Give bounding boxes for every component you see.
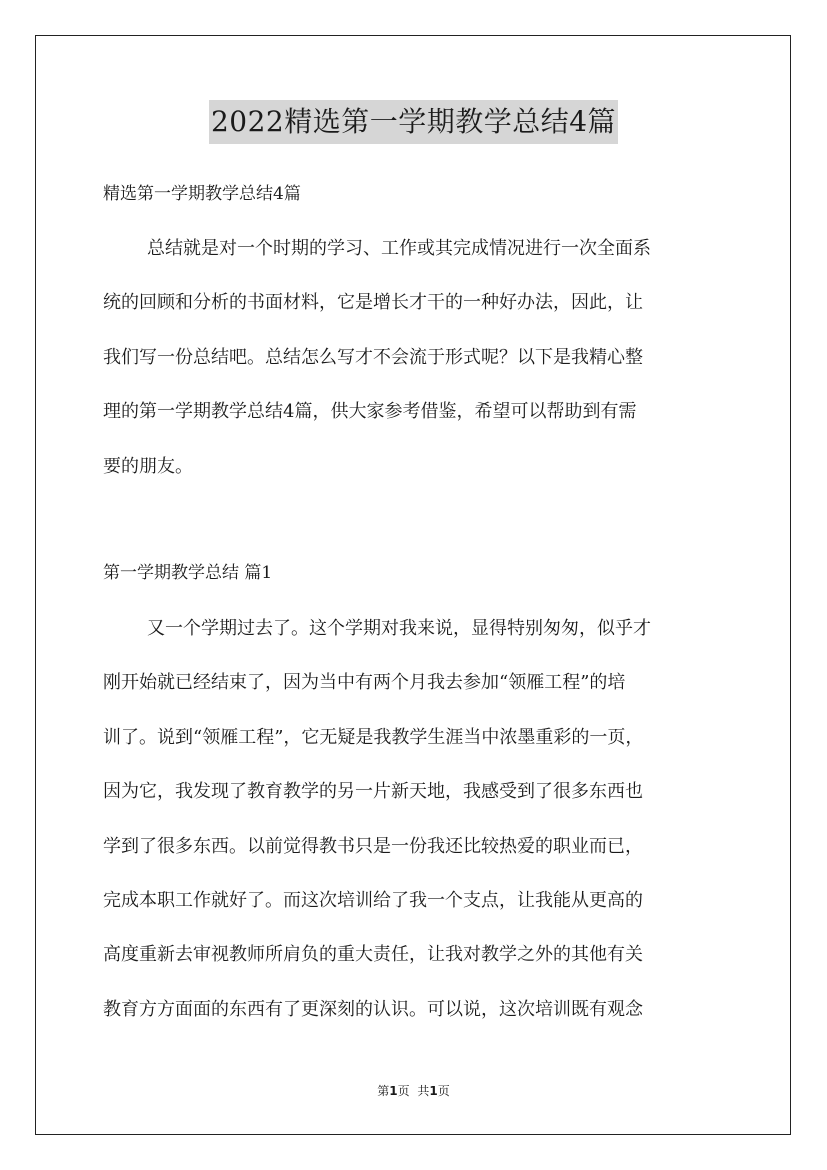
paragraph-line: 我们写一份总结吧。总结怎么写才不会流于形式呢？以下是我精心整 xyxy=(103,346,643,368)
paragraph-line: 完成本职工作就好了。而这次培训给了我一个支点，让我能从更高的 xyxy=(103,890,643,912)
paragraph-line: 教育方方面面的东西有了更深刻的认识。可以说，这次培训既有观念 xyxy=(103,998,643,1020)
document-subtitle: 精选第一学期教学总结4篇 xyxy=(103,184,301,204)
paragraph-line: 刚开始就已经结束了，因为当中有两个月我去参加“领雁工程”的培 xyxy=(103,672,626,694)
total-pages: 1 xyxy=(429,1084,438,1098)
page-footer xyxy=(0,1081,827,1101)
paragraph-line: 理的第一学期教学总结4篇，供大家参考借鉴，希望可以帮助到有需 xyxy=(103,401,637,423)
page-suffix: 页 xyxy=(397,1084,410,1098)
title-container xyxy=(0,100,827,144)
paragraph-line: 又一个学期过去了。这个学期对我来说，显得特别匆匆，似乎才 xyxy=(147,618,651,639)
section-paragraph xyxy=(103,602,728,1037)
paragraph-line: 因为它，我发现了教育教学的另一片新天地，我感受到了很多东西也 xyxy=(103,781,643,803)
section-heading: 第一学期教学总结 篇1 xyxy=(103,563,273,583)
paragraph-line: 统的回顾和分析的书面材料，它是增长才干的一种好办法，因此，让 xyxy=(103,292,643,314)
page-prefix: 第 xyxy=(377,1084,390,1098)
paragraph-line: 总结就是对一个时期的学习、工作或其完成情况进行一次全面系 xyxy=(147,238,651,259)
total-prefix: 共 xyxy=(417,1084,430,1098)
intro-paragraph xyxy=(103,222,728,494)
page-number: 1 xyxy=(389,1084,398,1098)
total-suffix: 页 xyxy=(437,1084,450,1098)
paragraph-line: 高度重新去审视教师所肩负的重大责任，让我对教学之外的其他有关 xyxy=(103,944,643,966)
paragraph-line: 学到了很多东西。以前觉得教书只是一份我还比较热爱的职业而已， xyxy=(103,835,643,857)
paragraph-line: 训了。说到“领雁工程”，它无疑是我教学生涯当中浓墨重彩的一页， xyxy=(103,726,644,748)
paragraph-line: 要的朋友。 xyxy=(103,455,193,477)
document-title: 2022精选第一学期教学总结4篇 xyxy=(209,100,618,144)
